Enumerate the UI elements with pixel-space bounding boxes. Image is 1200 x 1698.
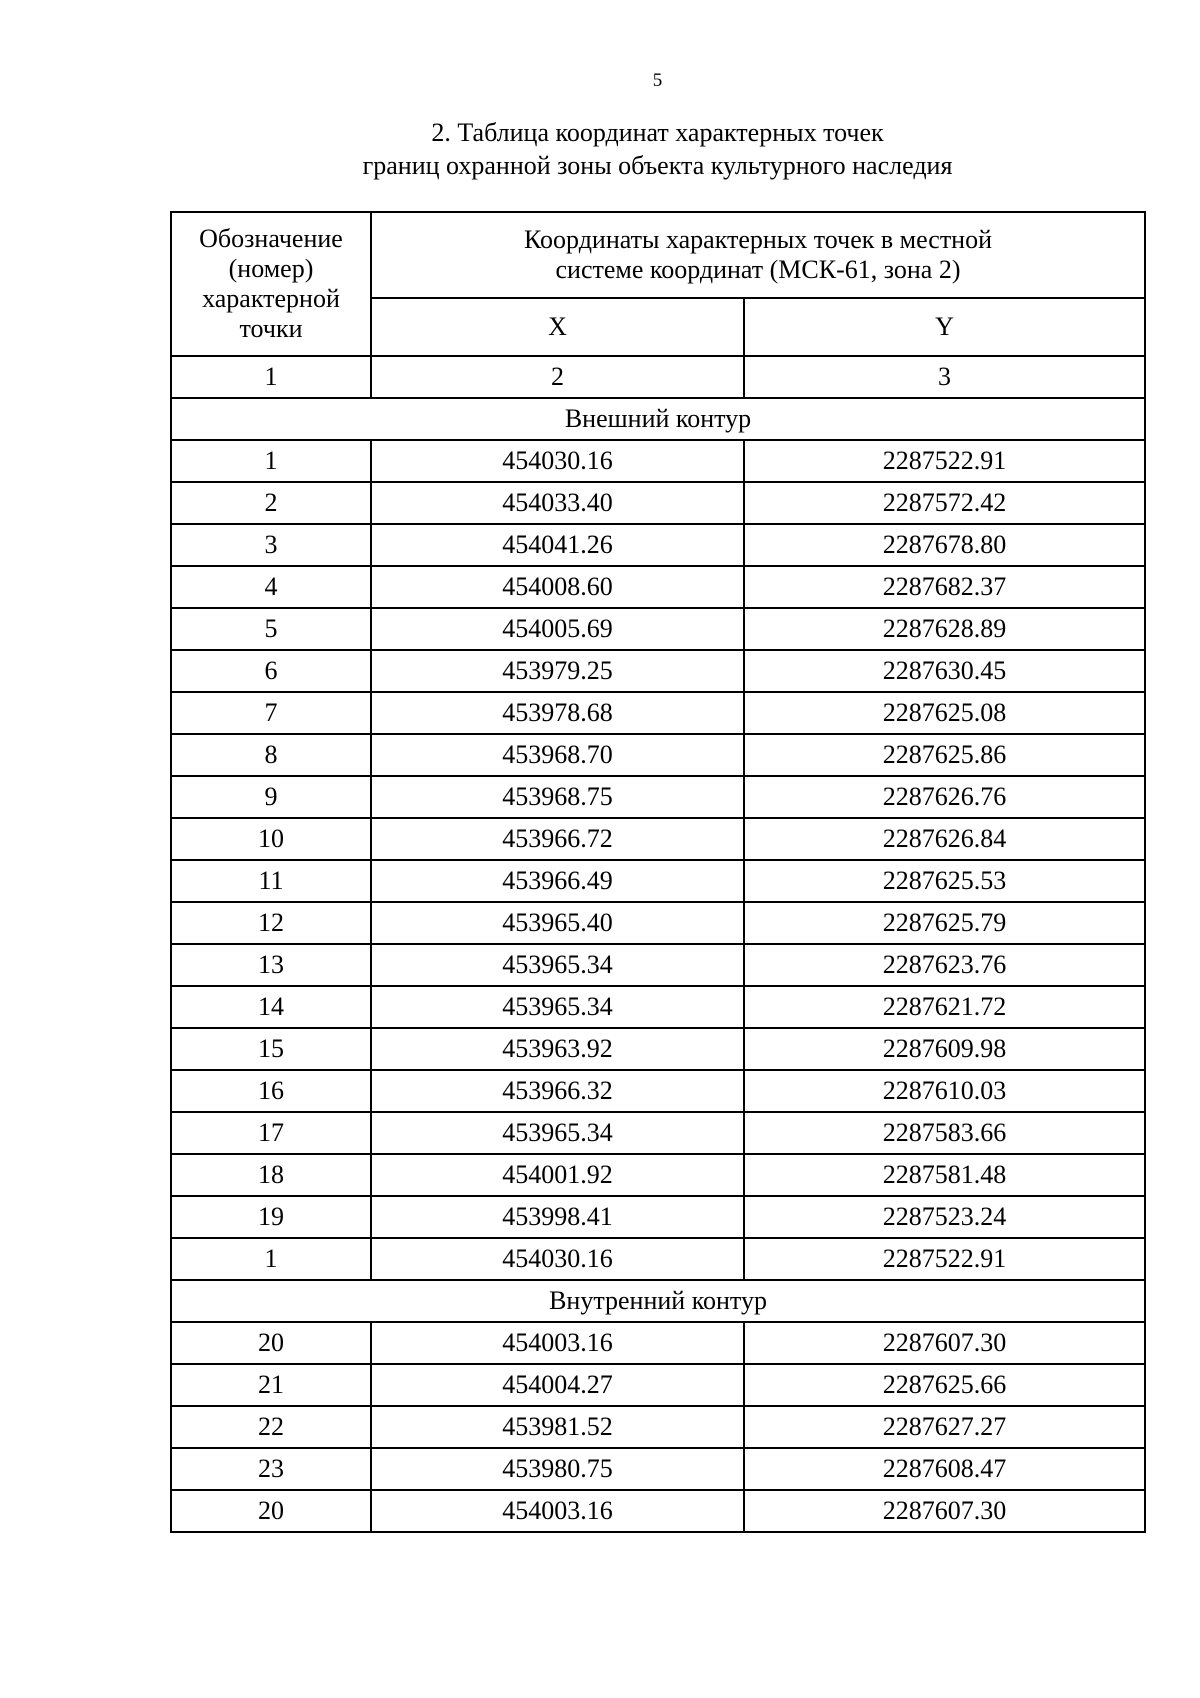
table-row (171, 692, 1145, 734)
table-row (171, 1448, 1145, 1490)
table-row (171, 566, 1145, 608)
section-title: Внутренний контур (171, 1280, 1145, 1322)
x-cell: 453978.68 (371, 692, 744, 734)
y-cell: 2287682.37 (744, 566, 1145, 608)
coordinates-table (170, 211, 1146, 1533)
x-cell: 454008.60 (371, 566, 744, 608)
x-cell: 453979.25 (371, 650, 744, 692)
section-header-row (171, 1280, 1145, 1322)
y-cell: 2287522.91 (744, 1238, 1145, 1280)
table-row (171, 1196, 1145, 1238)
table-row (171, 1154, 1145, 1196)
x-cell: 454030.16 (371, 1238, 744, 1280)
y-cell: 2287626.84 (744, 818, 1145, 860)
x-cell: 453965.34 (371, 986, 744, 1028)
y-cell: 2287626.76 (744, 776, 1145, 818)
point-cell: 16 (171, 1070, 371, 1112)
point-cell: 7 (171, 692, 371, 734)
point-cell: 19 (171, 1196, 371, 1238)
y-cell: 2287678.80 (744, 524, 1145, 566)
point-cell: 1 (171, 440, 371, 482)
point-cell: 14 (171, 986, 371, 1028)
y-cell: 2287625.53 (744, 860, 1145, 902)
x-cell: 453968.75 (371, 776, 744, 818)
section-title: Внешний контур (171, 398, 1145, 440)
column-number-2: 2 (371, 356, 744, 398)
page-number: 5 (652, 70, 663, 91)
point-cell: 6 (171, 650, 371, 692)
point-cell: 1 (171, 1238, 371, 1280)
y-cell: 2287623.76 (744, 944, 1145, 986)
y-cell: 2287625.86 (744, 734, 1145, 776)
header-coords-group: Координаты характерных точек в местной системе координат (МСК-61, зона 2) (371, 212, 1145, 298)
x-cell: 454004.27 (371, 1364, 744, 1406)
table-row (171, 608, 1145, 650)
table-row (171, 1490, 1145, 1532)
table-row (171, 902, 1145, 944)
y-cell: 2287581.48 (744, 1154, 1145, 1196)
y-cell: 2287583.66 (744, 1112, 1145, 1154)
point-cell: 8 (171, 734, 371, 776)
point-cell: 17 (171, 1112, 371, 1154)
x-cell: 454030.16 (371, 440, 744, 482)
y-cell: 2287625.79 (744, 902, 1145, 944)
x-cell: 454003.16 (371, 1490, 744, 1532)
point-cell: 13 (171, 944, 371, 986)
point-cell: 20 (171, 1490, 371, 1532)
y-cell: 2287607.30 (744, 1490, 1145, 1532)
x-cell: 453998.41 (371, 1196, 744, 1238)
table-row (171, 1028, 1145, 1070)
point-cell: 10 (171, 818, 371, 860)
y-cell: 2287607.30 (744, 1322, 1145, 1364)
y-cell: 2287609.98 (744, 1028, 1145, 1070)
table-row (171, 650, 1145, 692)
point-cell: 22 (171, 1406, 371, 1448)
point-cell: 21 (171, 1364, 371, 1406)
table-row (171, 776, 1145, 818)
table-row (171, 1112, 1145, 1154)
y-cell: 2287628.89 (744, 608, 1145, 650)
point-cell: 12 (171, 902, 371, 944)
y-cell: 2287608.47 (744, 1448, 1145, 1490)
x-cell: 453965.40 (371, 902, 744, 944)
table-row (171, 440, 1145, 482)
x-cell: 454041.26 (371, 524, 744, 566)
y-cell: 2287572.42 (744, 482, 1145, 524)
x-cell: 454005.69 (371, 608, 744, 650)
x-cell: 453968.70 (371, 734, 744, 776)
section-header-row (171, 398, 1145, 440)
table-row (171, 1406, 1145, 1448)
x-cell: 453980.75 (371, 1448, 744, 1490)
x-cell: 454001.92 (371, 1154, 744, 1196)
table-row (171, 818, 1145, 860)
y-cell: 2287621.72 (744, 986, 1145, 1028)
y-cell: 2287522.91 (744, 440, 1145, 482)
table-row (171, 524, 1145, 566)
point-cell: 20 (171, 1322, 371, 1364)
point-cell: 4 (171, 566, 371, 608)
title-line-2: границ охранной зоны объекта культурного наследия (362, 151, 953, 180)
table-row (171, 482, 1145, 524)
x-cell: 453965.34 (371, 944, 744, 986)
point-cell: 11 (171, 860, 371, 902)
header-x: X (371, 298, 744, 356)
point-cell: 3 (171, 524, 371, 566)
table-row (171, 1238, 1145, 1280)
x-cell: 454033.40 (371, 482, 744, 524)
column-number-3: 3 (744, 356, 1145, 398)
x-cell: 454003.16 (371, 1322, 744, 1364)
x-cell: 453965.34 (371, 1112, 744, 1154)
point-cell: 18 (171, 1154, 371, 1196)
table-row (171, 860, 1145, 902)
y-cell: 2287523.24 (744, 1196, 1145, 1238)
point-cell: 23 (171, 1448, 371, 1490)
header-y: Y (744, 298, 1145, 356)
y-cell: 2287630.45 (744, 650, 1145, 692)
point-cell: 9 (171, 776, 371, 818)
column-number-1: 1 (171, 356, 371, 398)
x-cell: 453966.32 (371, 1070, 744, 1112)
y-cell: 2287627.27 (744, 1406, 1145, 1448)
table-row (171, 1322, 1145, 1364)
header-designation: Обозначение (номер) характерной точки (171, 212, 371, 356)
table-row (171, 1070, 1145, 1112)
y-cell: 2287610.03 (744, 1070, 1145, 1112)
table-row (171, 734, 1145, 776)
y-cell: 2287625.66 (744, 1364, 1145, 1406)
point-cell: 2 (171, 482, 371, 524)
y-cell: 2287625.08 (744, 692, 1145, 734)
table-row (171, 1364, 1145, 1406)
x-cell: 453963.92 (371, 1028, 744, 1070)
x-cell: 453966.72 (371, 818, 744, 860)
table-body (171, 398, 1145, 1532)
point-cell: 5 (171, 608, 371, 650)
document-title (0, 116, 1200, 182)
title-line-1: 2. Таблица координат характерных точек (431, 118, 884, 147)
x-cell: 453981.52 (371, 1406, 744, 1448)
point-cell: 15 (171, 1028, 371, 1070)
table-row (171, 986, 1145, 1028)
table-row (171, 944, 1145, 986)
x-cell: 453966.49 (371, 860, 744, 902)
